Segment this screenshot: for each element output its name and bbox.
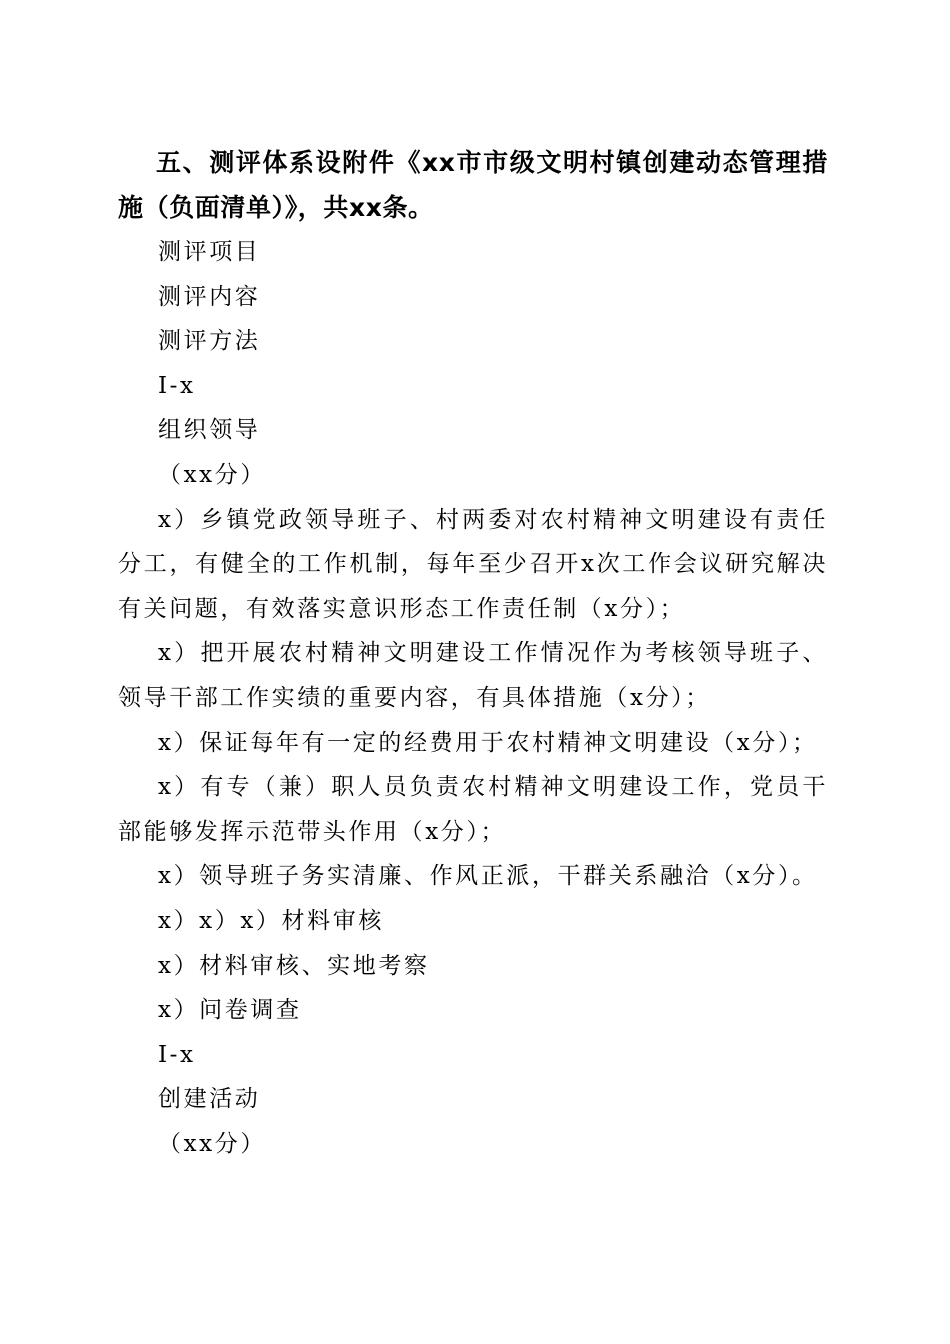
document-body [118,140,828,1166]
method-paragraph: x）材料审核、实地考察 [158,952,430,979]
item-title: 组织领导 [158,417,261,444]
method-paragraph: x）问卷调查 [158,997,302,1024]
item-code: I-x [158,1041,196,1068]
item-title: 创建活动 [158,1086,261,1113]
method-paragraph: x）x）x）材料审核 [158,907,384,934]
criterion-paragraph: x）保证每年有一定的经费用于农村精神文明建设（x分）； [158,729,818,756]
criterion-paragraph: x）把开展农村精神文明建设工作情况作为考核领导班子、领导干部工作实绩的重要内容，有具体措施（x分）； [118,640,828,711]
criterion-paragraph: x）有专（兼）职人员负责农村精神文明建设工作，党员干部能够发挥示范带头作用（x分）； [118,774,828,845]
label-evaluation-method: 测评方法 [158,328,261,355]
label-evaluation-item: 测评项目 [158,239,261,265]
section-heading: 五、测评体系设附件《xx市市级文明村镇创建动态管理措施（负面清单）》，共xx条。 [118,148,828,222]
criterion-paragraph: x）乡镇党政领导班子、村两委对农村精神文明建设有责任分工，有健全的工作机制，每年至少召开x次工作会议研究解决有关问题，有效落实意识形态工作责任制（x分）； [118,506,828,622]
item-score: （xx分） [158,461,266,488]
item-code: I-x [158,372,196,399]
label-evaluation-content: 测评内容 [158,283,261,310]
criterion-paragraph: x）领导班子务实清廉、作风正派，干群关系融洽（x分）。 [158,863,818,890]
item-score: （xx分） [158,1130,266,1157]
